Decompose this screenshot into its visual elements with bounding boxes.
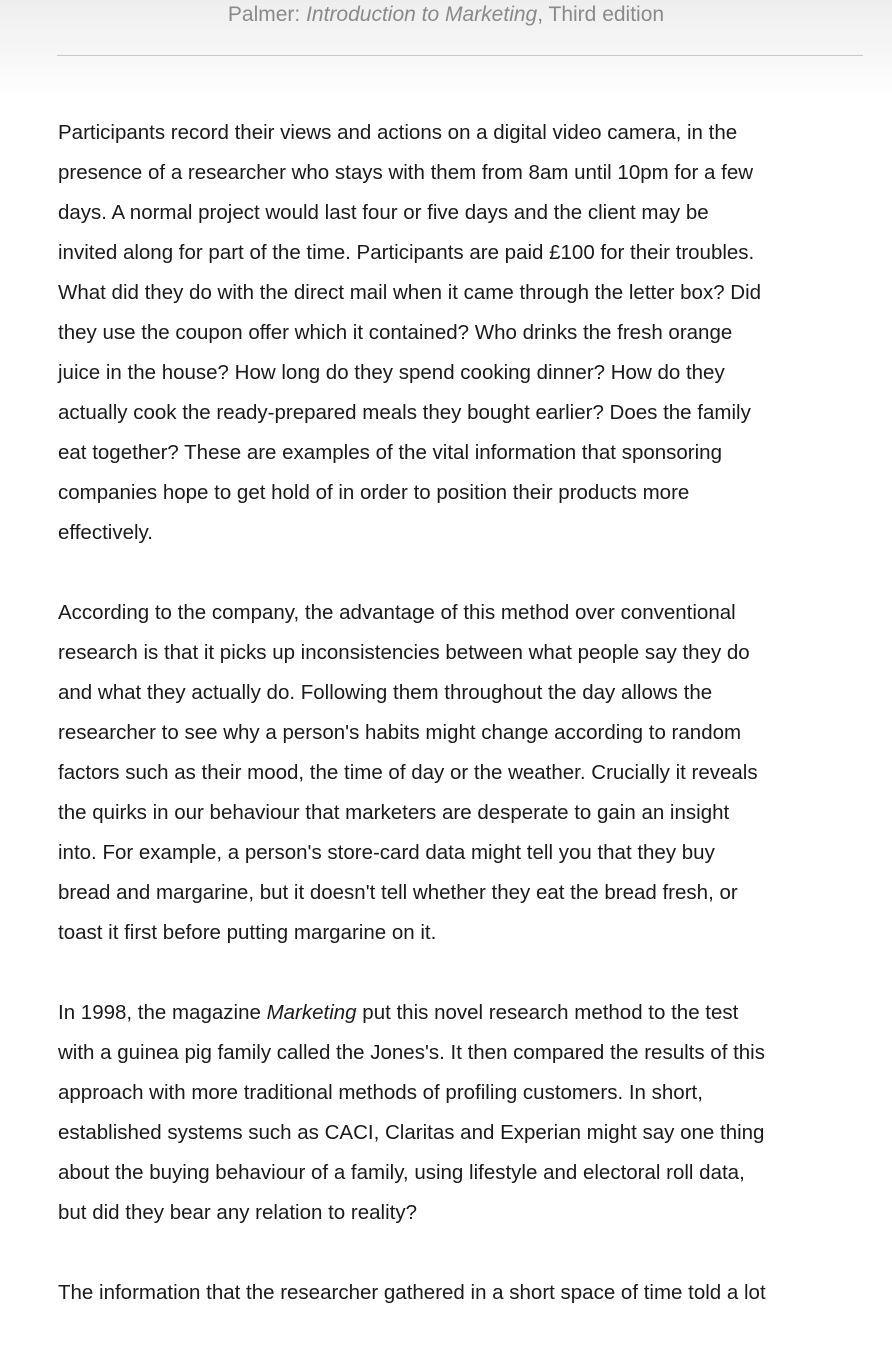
text-line: researcher to see why a person's habits might change according to random — [58, 721, 742, 744]
text-line: days. A normal project would last four or five days and the client may be — [58, 201, 709, 224]
document-body — [58, 113, 870, 1353]
text-line: effectively. — [58, 521, 153, 544]
text-line: What did they do with the direct mail when it came through the letter box? Did — [58, 281, 762, 304]
paragraph-2 — [58, 593, 870, 953]
text-line: presence of a researcher who stays with them from 8am until 10pm for a few — [58, 161, 754, 184]
text-line: actually cook the ready-prepared meals they bought earlier? Does the family — [58, 401, 751, 424]
text-line — [58, 993, 870, 1033]
text-line: toast it first before putting margarine on it. — [58, 921, 437, 944]
page-header — [0, 0, 892, 100]
text-line: companies hope to get hold of in order to position their products more — [58, 481, 690, 504]
paragraph-1 — [58, 113, 870, 553]
text-line: invited along for part of the time. Participants are paid £100 for their troubles. — [58, 241, 755, 264]
text-segment: In 1998, the magazine — [58, 1001, 267, 1024]
text-line: approach with more traditional methods of profiling customers. In short, — [58, 1081, 703, 1104]
text-line: The information that the researcher gathered in a short space of time told a lot — [58, 1281, 766, 1304]
paragraph-3 — [58, 993, 870, 1233]
text-line: but did they bear any relation to reality? — [58, 1201, 417, 1224]
text-line: According to the company, the advantage of this method over conventional — [58, 601, 736, 624]
header-divider — [57, 55, 863, 56]
text-line: Participants record their views and actions on a digital video camera, in the — [58, 121, 738, 144]
text-line: juice in the house? How long do they spend cooking dinner? How do they — [58, 361, 725, 384]
text-line: bread and margarine, but it doesn't tell whether they eat the bread fresh, or — [58, 881, 738, 904]
text-line: they use the coupon offer which it contained? Who drinks the fresh orange — [58, 321, 733, 344]
text-line: into. For example, a person's store-card data might tell you that they buy — [58, 841, 715, 864]
text-line: with a guinea pig family called the Jones's. It then compared the results of this — [58, 1041, 765, 1064]
header-edition: , Third edition — [537, 3, 665, 26]
magazine-title: Marketing — [266, 1001, 357, 1024]
text-line: and what they actually do. Following them throughout the day allows the — [58, 681, 713, 704]
text-line: about the buying behaviour of a family, using lifestyle and electoral roll data, — [58, 1161, 745, 1184]
text-line: eat together? These are examples of the vital information that sponsoring — [58, 441, 722, 464]
text-line: established systems such as CACI, Claritas and Experian might say one thing — [58, 1121, 765, 1144]
running-header — [0, 2, 892, 28]
header-book-title: Introduction to Marketing — [306, 3, 538, 26]
text-segment: put this novel research method to the test — [356, 1001, 739, 1024]
text-line: the quirks in our behaviour that marketers are desperate to gain an insight — [58, 801, 730, 824]
header-author: Palmer: — [227, 3, 307, 26]
paragraph-4 — [58, 1273, 870, 1313]
text-line: factors such as their mood, the time of day or the weather. Crucially it reveals — [58, 761, 758, 784]
text-line: research is that it picks up inconsistencies between what people say they do — [58, 641, 750, 664]
